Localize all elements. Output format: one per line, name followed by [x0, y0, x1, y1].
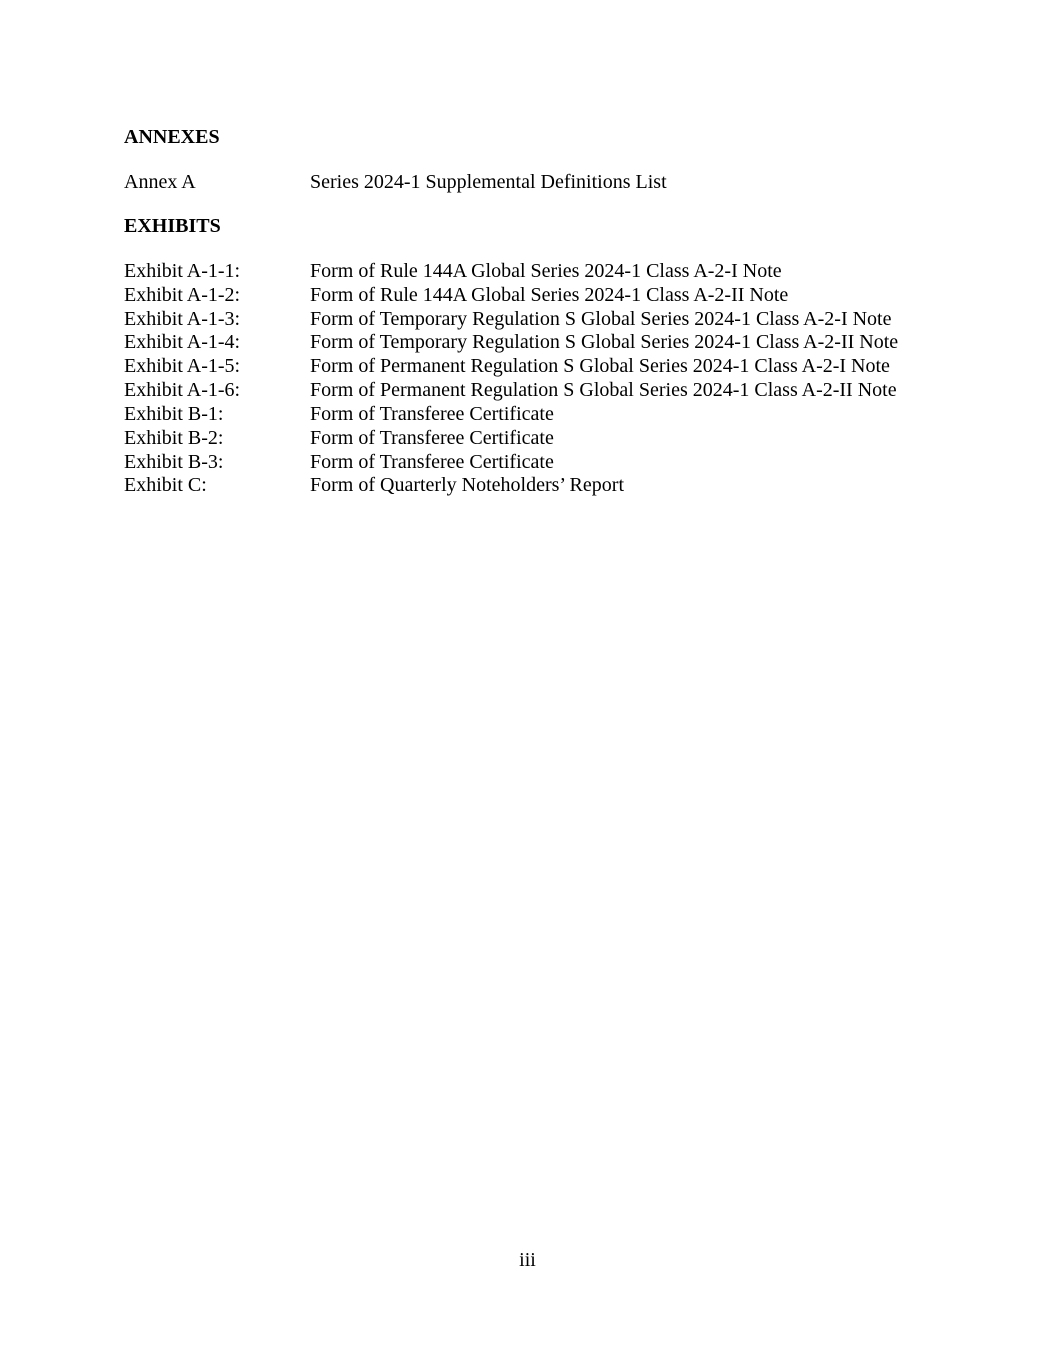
annexes-heading: ANNEXES	[124, 126, 220, 148]
exhibit-description: Form of Transferee Certificate	[310, 451, 554, 473]
exhibit-label: Exhibit A-1-5:	[124, 355, 241, 377]
exhibit-description: Form of Rule 144A Global Series 2024-1 Class A-2-I Note	[310, 260, 782, 282]
exhibit-description: Form of Temporary Regulation S Global Series 2024-1 Class A-2-I Note	[310, 308, 892, 330]
page-number: iii	[519, 1249, 536, 1271]
exhibit-description: Form of Permanent Regulation S Global Series 2024-1 Class A-2-II Note	[310, 379, 897, 401]
exhibit-description: Form of Permanent Regulation S Global Series 2024-1 Class A-2-I Note	[310, 355, 890, 377]
exhibit-label: Exhibit A-1-4:	[124, 331, 241, 353]
annex-label: Annex A	[124, 171, 196, 193]
exhibit-label: Exhibit A-1-2:	[124, 284, 241, 306]
exhibit-label: Exhibit A-1-6:	[124, 379, 241, 401]
exhibit-label: Exhibit A-1-3:	[124, 308, 241, 330]
exhibit-label: Exhibit B-3:	[124, 451, 224, 473]
exhibits-heading: EXHIBITS	[124, 215, 221, 237]
exhibit-description: Form of Temporary Regulation S Global Series 2024-1 Class A-2-II Note	[310, 331, 899, 353]
exhibit-label: Exhibit B-2:	[124, 427, 224, 449]
exhibit-description: Form of Transferee Certificate	[310, 403, 554, 425]
exhibit-description: Form of Rule 144A Global Series 2024-1 Class A-2-II Note	[310, 284, 789, 306]
exhibit-label: Exhibit A-1-1:	[124, 260, 241, 282]
exhibit-label: Exhibit B-1:	[124, 403, 224, 425]
exhibit-description: Form of Quarterly Noteholders’ Report	[310, 474, 624, 496]
annex-description: Series 2024-1 Supplemental Definitions List	[310, 171, 667, 193]
exhibit-description: Form of Transferee Certificate	[310, 427, 554, 449]
exhibit-label: Exhibit C:	[124, 474, 207, 496]
